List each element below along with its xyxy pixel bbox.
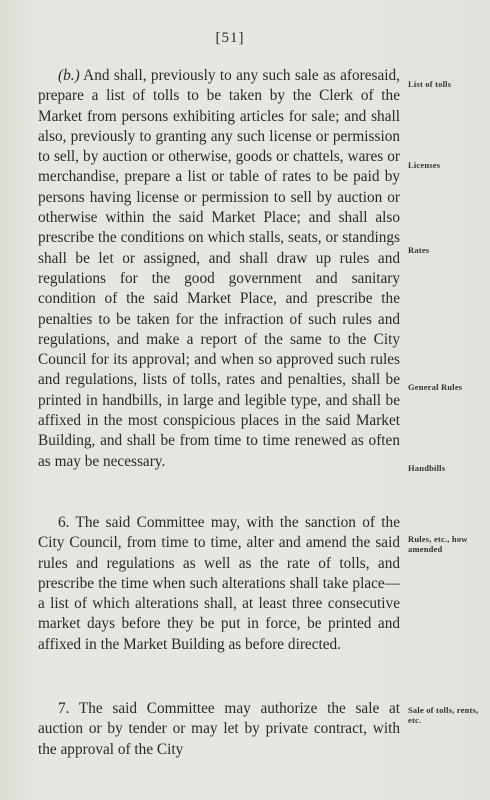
paragraph-label: (b.) (58, 67, 80, 84)
margin-note-sale-of-tolls: Sale of tolls, rents, etc. (408, 705, 479, 725)
margin-note-list-of-tolls: List of tolls (408, 79, 452, 89)
margin-note-handbills: Handbills (408, 463, 446, 473)
paragraph-label: 6. (58, 514, 70, 531)
paragraph-text: And shall, previously to any such sale as aforesaid, prepare a list of tolls to be taken by the Clerk of the Market from persons exhibiting articles for sale; and shall also, previously to granting any such license or permission to sell, by auction or otherwise, goods or chattels, wares or merchandise, prepare a list or table of rates to be paid by persons having license or permission to sell by auction or otherwise within the said Market Place; and shall also prescribe the conditions on which stalls, seats, or standings shall be let or assigned, and shall draw up rules and regulations for the good government and sanitary condition of the said Market Place, and prescribe the penalties to be taken for the infraction of such rules and regulations, and make a report of the same to the City Council for its approval; and when so approved such rules and regulations, lists of tolls, rates and penalties, shall be printed in handbills, in large and legible type, and shall be affixed in the most conspicious places in the said Market Building, and shall be from time to time renewed as often as may be necessary. (38, 67, 400, 470)
paragraph-label: 7. (58, 700, 70, 717)
page-number: [51] (215, 30, 245, 46)
paragraph-7 (38, 699, 400, 760)
paragraph-6 (38, 513, 400, 655)
margin-note-rules-amended: Rules, etc., how amended (408, 534, 468, 554)
margin-note-rates: Rates (408, 245, 430, 255)
paragraph-text: The said Committee may authorize the sale at auction or by tender or may let by private contract, with the approval of the City (38, 700, 400, 758)
paragraph-text: The said Committee may, with the sanction of the City Council, from time to time, alter and amend the said rules and regulations as well as the rate of tolls, and prescribe the time when such alterations shall take place—a list of which alterations shall, at least three consecutive market days before they be put in force, be printed and affixed in the Market Building as before directed. (38, 514, 400, 653)
paragraph-b (38, 66, 400, 472)
margin-note-licenses: Licenses (408, 160, 441, 170)
margin-note-general-rules: General Rules (408, 382, 463, 392)
